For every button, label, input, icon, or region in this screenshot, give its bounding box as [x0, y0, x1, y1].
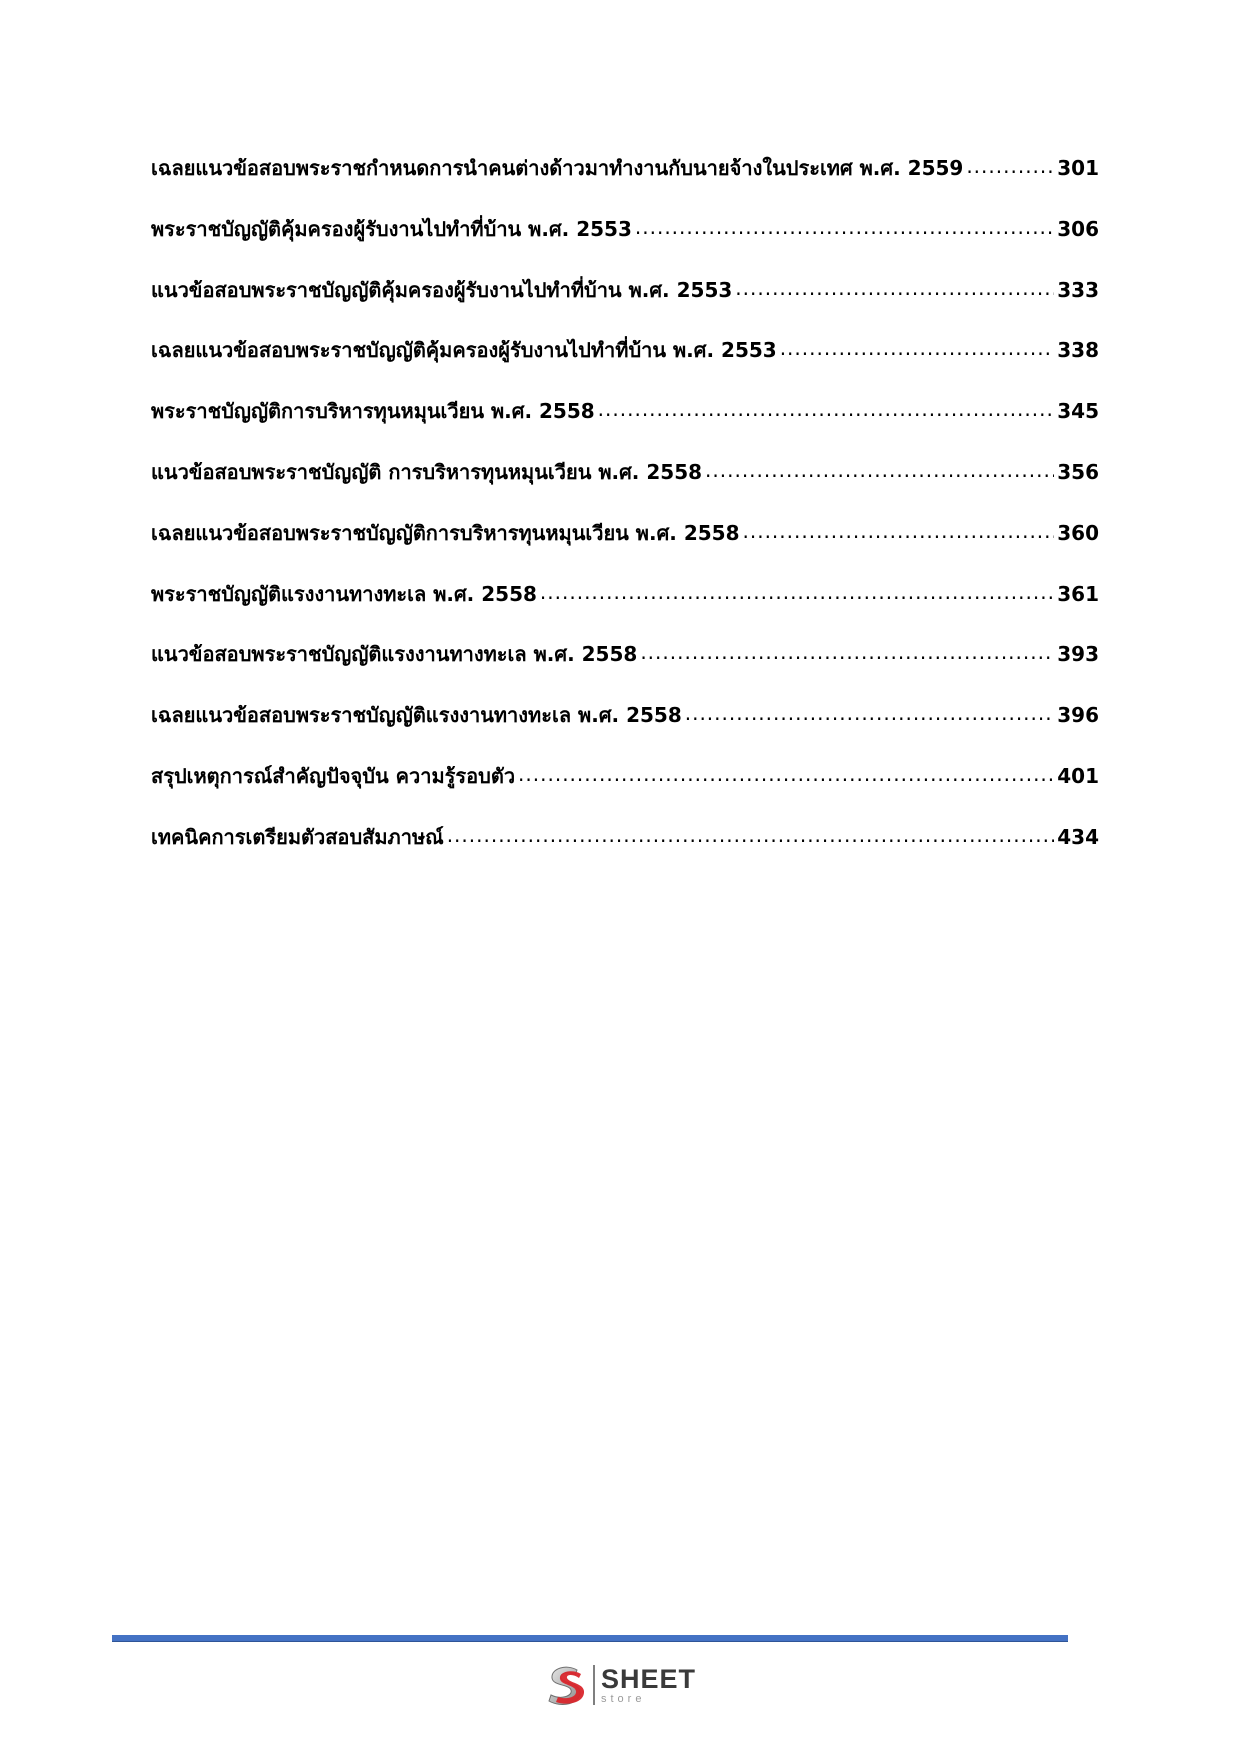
- toc-entry[interactable]: [151, 760, 1099, 821]
- toc-entry[interactable]: [151, 334, 1099, 395]
- footer-divider: [112, 1635, 1068, 1642]
- toc-entry-title: พระราชบัญญัติแรงงานทางทะเล พ.ศ. 2558: [151, 581, 537, 606]
- toc-dot-leader: [447, 823, 1055, 847]
- toc-dot-leader: [540, 580, 1054, 604]
- toc-entry-page: 345: [1057, 399, 1099, 424]
- toc-entry-page: 361: [1057, 581, 1099, 606]
- toc-dot-leader: [640, 640, 1054, 664]
- toc-entry-page: 333: [1057, 277, 1099, 302]
- logo-sub-text: store: [601, 1692, 646, 1705]
- footer-logo: [543, 1660, 696, 1710]
- toc-entry[interactable]: [151, 578, 1099, 639]
- toc-dot-leader: [743, 519, 1055, 543]
- toc-entry-title: พระราชบัญญัติคุ้มครองผู้รับงานไปทำที่บ้าน พ.ศ. 2553: [151, 216, 632, 241]
- toc-entry-title: เฉลยแนวข้อสอบพระราชบัญญัติแรงงานทางทะเล พ.ศ. 2558: [151, 703, 682, 728]
- toc-entry[interactable]: [151, 274, 1099, 335]
- toc-dot-leader: [598, 397, 1055, 421]
- toc-dot-leader: [780, 336, 1055, 360]
- toc-entry-page: 360: [1057, 520, 1099, 545]
- toc-entry[interactable]: [151, 821, 1099, 882]
- logo-separator: [593, 1665, 595, 1705]
- toc-entry-title: แนวข้อสอบพระราชบัญญัติแรงงานทางทะเล พ.ศ. 2558: [151, 642, 638, 667]
- toc-dot-leader: [966, 154, 1054, 178]
- toc-entry-page: 396: [1057, 703, 1099, 728]
- sheet-store-logo-icon: [543, 1662, 589, 1708]
- toc-dot-leader: [518, 762, 1054, 786]
- toc-entry-title: แนวข้อสอบพระราชบัญญัติคุ้มครองผู้รับงานไปทำที่บ้าน พ.ศ. 2553: [151, 277, 733, 302]
- toc-entry[interactable]: [151, 213, 1099, 274]
- toc-entry-title: เทคนิคการเตรียมตัวสอบสัมภาษณ์: [151, 824, 444, 849]
- toc-entry-title: แนวข้อสอบพระราชบัญญัติ การบริหารทุนหมุนเวียน พ.ศ. 2558: [151, 459, 703, 484]
- toc-entry-title: เฉลยแนวข้อสอบพระราชบัญญัติการบริหารทุนหมุนเวียน พ.ศ. 2558: [151, 520, 740, 545]
- toc-entry-page: 356: [1057, 459, 1099, 484]
- toc-dot-leader: [685, 701, 1055, 725]
- toc-entry[interactable]: [151, 517, 1099, 578]
- toc-entry-title: สรุปเหตุการณ์สำคัญปัจจุบัน ความรู้รอบตัว: [151, 763, 516, 788]
- toc-dot-leader: [635, 215, 1054, 239]
- toc-entry-title: เฉลยแนวข้อสอบพระราชบัญญัติคุ้มครองผู้รับงานไปทำที่บ้าน พ.ศ. 2553: [151, 338, 777, 363]
- toc-dot-leader: [705, 458, 1054, 482]
- logo-wordmark: [601, 1663, 697, 1705]
- toc-entry[interactable]: [151, 456, 1099, 517]
- logo-main-text: SHEET: [601, 1663, 697, 1694]
- table-of-contents: [151, 152, 1099, 882]
- toc-entry[interactable]: [151, 638, 1099, 699]
- toc-entry-page: 306: [1057, 216, 1099, 241]
- toc-entry[interactable]: [151, 395, 1099, 456]
- toc-dot-leader: [735, 276, 1054, 300]
- toc-entry-page: 393: [1057, 642, 1099, 667]
- toc-entry[interactable]: [151, 699, 1099, 760]
- toc-entry-page: 301: [1057, 156, 1099, 180]
- toc-entry-title: เฉลยแนวข้อสอบพระราชกำหนดการนำคนต่างด้าวมาทำงานกับนายจ้างในประเทศ พ.ศ. 2559: [151, 156, 964, 180]
- toc-entry-page: 338: [1057, 338, 1099, 363]
- toc-entry-page: 434: [1057, 824, 1099, 849]
- toc-entry-title: พระราชบัญญัติการบริหารทุนหมุนเวียน พ.ศ. 2558: [151, 399, 595, 424]
- toc-entry-page: 401: [1057, 763, 1099, 788]
- toc-entry[interactable]: [151, 152, 1099, 213]
